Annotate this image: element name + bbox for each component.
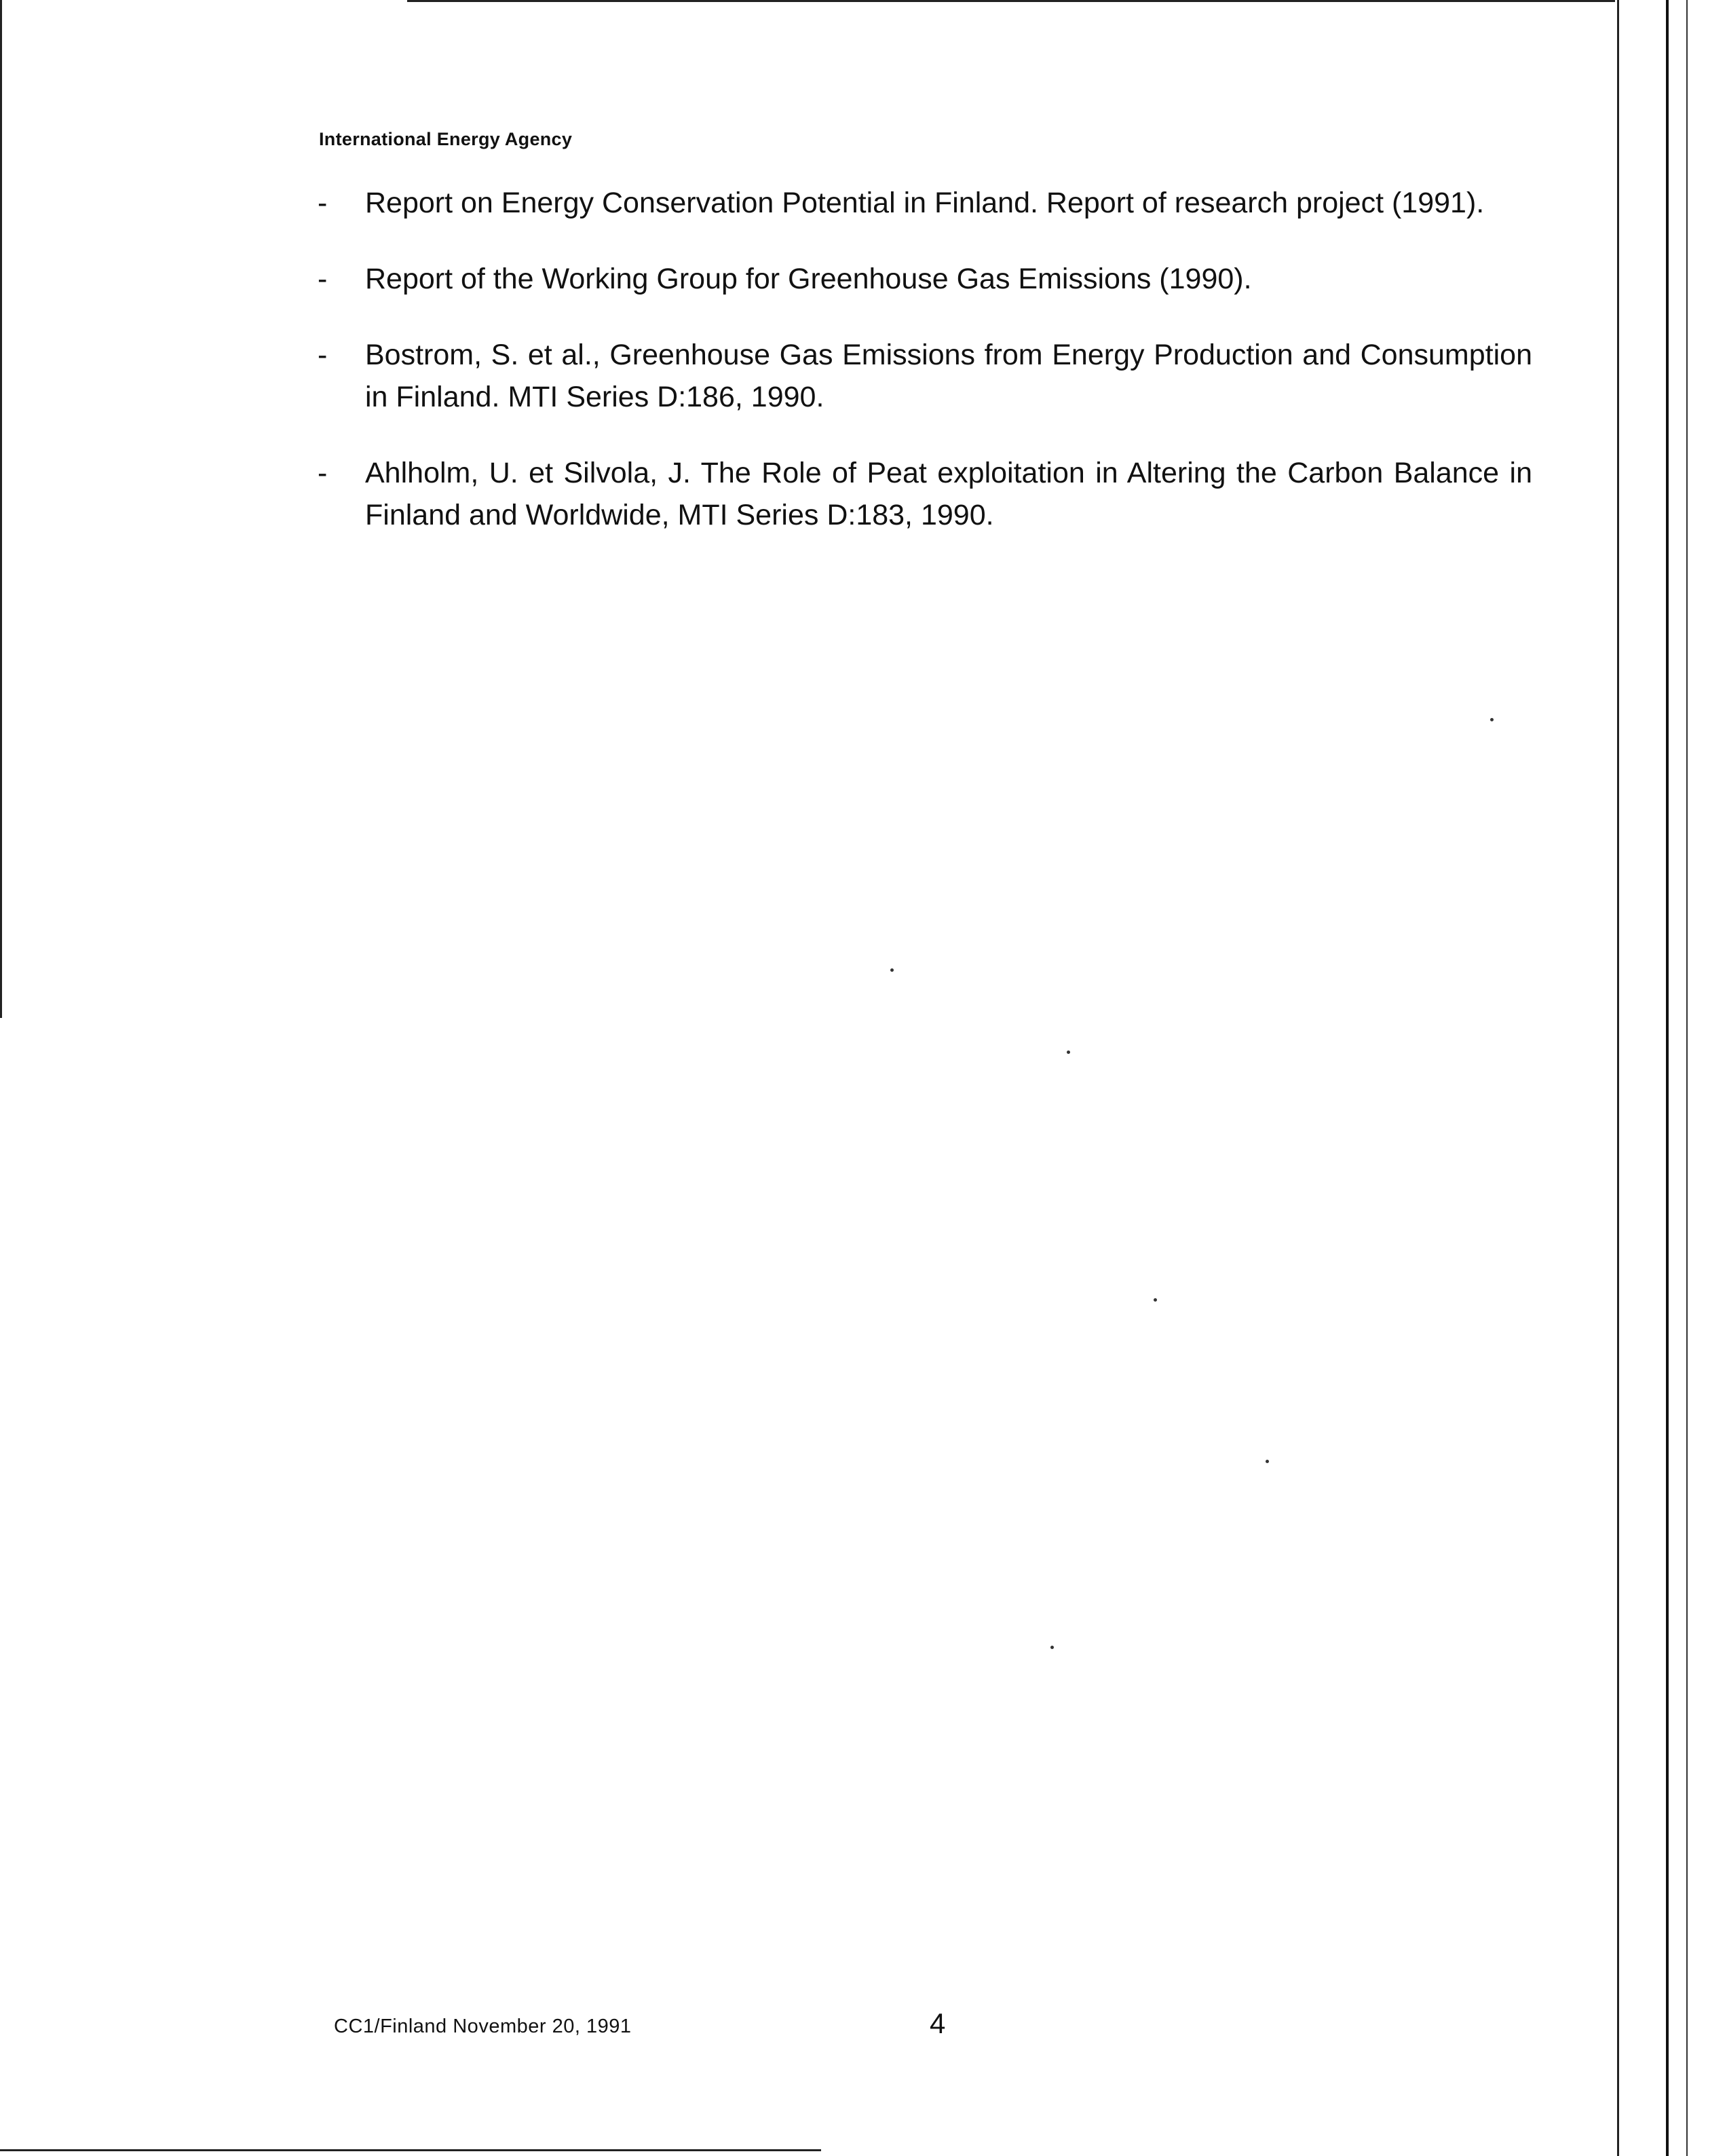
list-bullet: - — [318, 339, 328, 371]
reference-text: Report of the Working Group for Greenhouse Gas Emissions (1990). — [365, 263, 1252, 295]
scan-edge-top — [407, 0, 1615, 2]
scan-edge-right — [1666, 0, 1669, 2156]
scan-speck — [1050, 1646, 1054, 1649]
reference-text: Report on Energy Conservation Potential in Finland. Report of research project (1991). — [365, 187, 1485, 219]
scan-speck — [890, 968, 894, 972]
list-bullet: - — [318, 187, 328, 219]
scan-speck — [1266, 1460, 1269, 1463]
reference-text: Ahlholm, U. et Silvola, J. The Role of Peat exploitation in Altering the Carbon Balance in Finland and Worldwide, MTI Series D:183, 1990. — [365, 457, 1532, 531]
organization-header: International Energy Agency — [319, 129, 573, 149]
page-number: 4 — [930, 2007, 946, 2039]
scan-edge-bottom — [0, 2149, 821, 2151]
reference-list — [318, 182, 1532, 570]
scan-speck — [1490, 718, 1494, 721]
list-bullet: - — [318, 457, 328, 489]
reference-item — [318, 182, 1532, 224]
reference-item — [318, 334, 1532, 418]
reference-text: Bostrom, S. et al., Greenhouse Gas Emissions from Energy Production and Consumption in Finland. MTI Series D:186, 1990. — [365, 339, 1532, 413]
reference-item — [318, 452, 1532, 536]
scan-edge-left — [0, 0, 2, 1018]
footer-document-id: CC1/Finland November 20, 1991 — [334, 2016, 632, 2037]
scan-speck — [1067, 1051, 1070, 1054]
scan-edge-right — [1617, 0, 1619, 2156]
scan-speck — [1154, 1298, 1157, 1302]
list-bullet: - — [318, 263, 328, 295]
reference-item — [318, 258, 1532, 300]
scan-edge-right — [1686, 0, 1688, 2156]
